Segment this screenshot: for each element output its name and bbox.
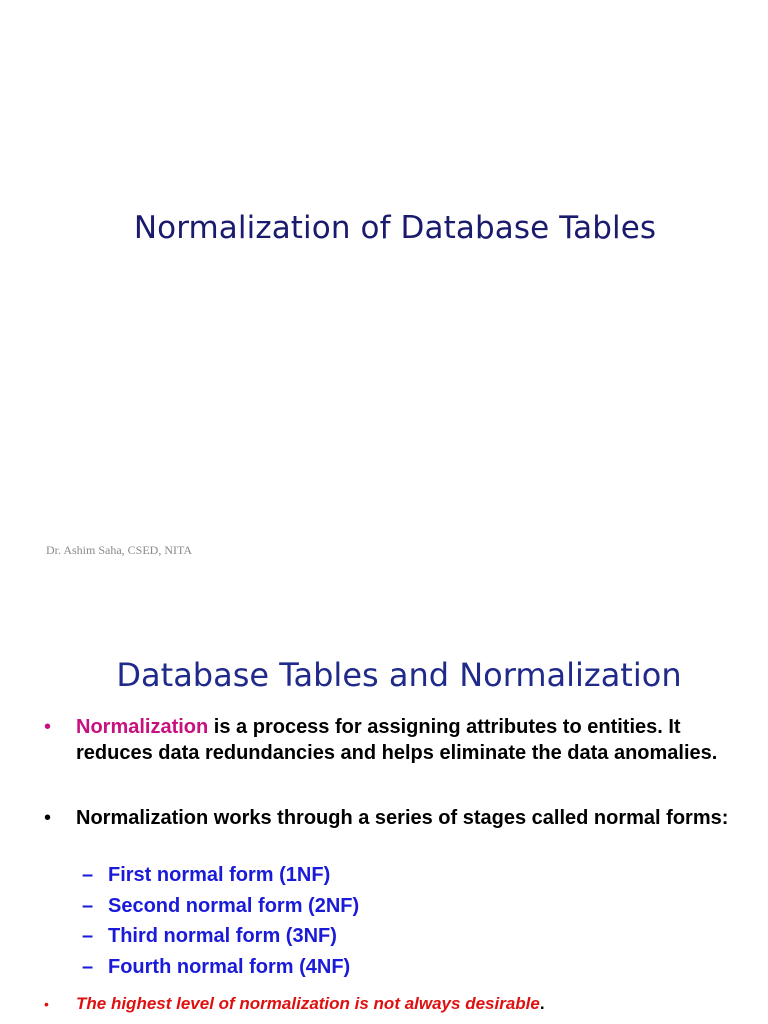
slide-title: Normalization of Database Tables bbox=[133, 210, 657, 246]
bullet-marker: • bbox=[44, 996, 49, 1012]
dash-marker: – bbox=[82, 925, 94, 947]
dash-marker: – bbox=[82, 894, 94, 917]
dash-marker: – bbox=[82, 864, 94, 886]
normal-form-item-4nf bbox=[82, 952, 682, 983]
bullet-marker: • bbox=[44, 716, 52, 738]
normal-forms-list bbox=[82, 860, 682, 982]
content-slide bbox=[0, 576, 768, 1024]
normal-form-item-2nf bbox=[82, 891, 682, 922]
bullet-text: Normalization works through a series of stages called normal forms: bbox=[76, 807, 729, 829]
bullet-text bbox=[76, 714, 736, 766]
normal-form-label: Fourth normal form (4NF) bbox=[108, 955, 351, 978]
note-text: The highest level of normalization is not always desirable bbox=[76, 994, 540, 1013]
normal-form-label: Second normal form (2NF) bbox=[108, 894, 360, 917]
slide-title: Database Tables and Normalization bbox=[116, 656, 682, 694]
normal-form-item-1nf bbox=[82, 860, 682, 891]
note-text-line bbox=[76, 992, 545, 1016]
normal-form-label: First normal form (1NF) bbox=[108, 864, 331, 886]
bullet-text-body: is a process for assigning attributes to entities. It reduces data redundancies and helps eliminate the data anomalies. bbox=[76, 716, 718, 764]
keyword-normalization: Normalization bbox=[76, 716, 209, 738]
note-period: . bbox=[539, 994, 545, 1013]
bullet-marker: • bbox=[44, 807, 52, 829]
slide-footer: Dr. Ashim Saha, CSED, NITA bbox=[46, 543, 193, 557]
normal-form-item-3nf bbox=[82, 921, 682, 952]
dash-marker: – bbox=[82, 955, 94, 978]
normal-form-label: Third normal form (3NF) bbox=[108, 925, 337, 947]
